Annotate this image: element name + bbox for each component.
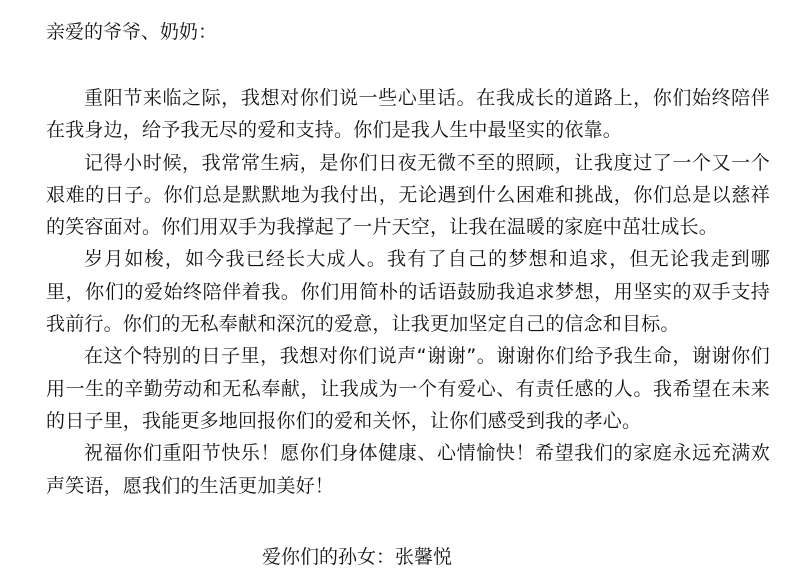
letter-paragraph-4: 在这个特别的日子里，我想对你们说声“谢谢”。谢谢你们给予我生命，谢谢你们用一生的辛勤劳动和无私奉献，让我成为一个有爱心、有责任感的人。我希望在未来的日子里，我能更多地回报你们的爱和关怀，让你们感受到我的孝心。 [46,345,770,432]
letter-signature: 爱你们的孙女：张馨悦 [262,546,453,568]
letter-salutation: 亲爱的爷爷、奶奶： [46,21,218,43]
letter-paragraph-5: 祝福你们重阳节快乐！愿你们身体健康、心情愉快！希望我们的家庭永远充满欢声笑语，愿我们的生活更加美好！ [46,442,770,497]
letter-paragraph-2: 记得小时候，我常常生病，是你们日夜无微不至的照顾，让我度过了一个又一个艰难的日子。你们总是默默地为我付出，无论遇到什么困难和挑战，你们总是以慈祥的笑容面对。你们用双手为我撑起了一片天空，让我在温暖的家庭中茁壮成长。 [46,151,770,239]
letter-paragraph-1: 重阳节来临之际，我想对你们说一些心里话。在我成长的道路上，你们始终陪伴在我身边，给予我无尽的爱和支持。你们是我人生中最坚实的依靠。 [46,87,770,142]
letter-paragraph-3: 岁月如梭，如今我已经长大成人。我有了自己的梦想和追求，但无论我走到哪里，你们的爱始终陪伴着我。你们用简朴的话语鼓励我追求梦想，用坚实的双手支持我前行。你们的无私奉献和深沉的爱意，让我更加坚定自己的信念和目标。 [46,248,770,336]
letter-body [46,82,770,502]
